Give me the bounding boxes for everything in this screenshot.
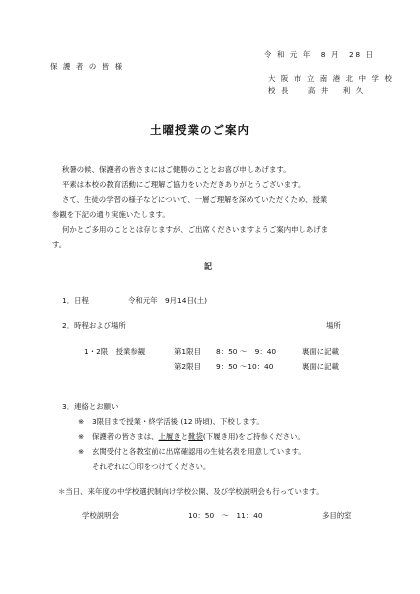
note-3: 玄関受付と各教室前に出席確認用の生徒名表を用意しています。 — [92, 447, 306, 456]
note-2 — [92, 432, 305, 442]
greeting-line-2: 平素は本校の教育活動にご理解ご協力をいただきありがとうございます。 — [62, 180, 306, 189]
note-2-mid: と — [180, 432, 189, 441]
note-mark: ※ — [78, 417, 85, 426]
notes-label: 3．連絡とお願い — [62, 402, 119, 411]
period-2-name: 第2限目 — [174, 362, 201, 371]
note-2-post: (下履き用)をご持参ください。 — [202, 432, 305, 441]
greeting-line-3: さて、生徒の学習の様子などについて、一層ご理解を深めていただくため、授業 — [62, 195, 328, 204]
timetable-label: 2．時程および場所 — [62, 321, 126, 330]
event-place: 多目的室 — [322, 511, 352, 520]
greeting-line-5: 何かとご多用のこととは存じますが、ご出席くださいますようご案内申しあげま — [62, 225, 329, 234]
schedule-date: 令和元年 9月14日(土) — [128, 296, 207, 305]
period-1-place: 裏面に記載 — [302, 347, 339, 356]
note-1: 3限目まで授業・終学活後 (12 時頃)、下校します。 — [92, 417, 264, 426]
period-label: 1・2限 授業参観 — [84, 347, 146, 356]
note-3-cont: それぞれに〇印をつけてください。 — [92, 462, 211, 471]
addressee: 保 護 者 の 皆 様 — [50, 62, 124, 71]
event-name: 学校説明会 — [82, 511, 119, 520]
note-2-pre: 保護者の皆さまは、 — [92, 432, 159, 441]
principal-name: 校 長 高 井 利 久 — [268, 86, 365, 95]
greeting-line-6: す。 — [52, 240, 67, 249]
note-mark: ※ — [78, 432, 85, 441]
period-1-name: 第1限目 — [174, 347, 201, 356]
document-title: 土曜授業のご案内 — [150, 123, 250, 137]
greeting-line-4: 参観を下記の通り実施いたします。 — [52, 210, 170, 219]
event-time: 10：50 ～ 11：40 — [188, 511, 263, 520]
note-mark: ※ — [78, 447, 85, 456]
note-2-indoor-shoes: 上履き — [158, 432, 181, 441]
period-1-time: 8：50 ～ 9：40 — [216, 347, 277, 356]
note-2-shoe-bag: 靴袋 — [188, 432, 203, 441]
footer-note: ＊当日、来年度の中学校選択制向け学校公開、及び学校説明会も行っています。 — [58, 487, 324, 496]
period-2-time: 9：50 ～10：40 — [216, 362, 274, 371]
place-header: 場所 — [326, 321, 341, 330]
greeting-line-1: 秋暑の候、保護者の皆さまにはご健勝のこととお喜び申しあげます。 — [62, 165, 291, 174]
school-name: 大 阪 市 立 南 港 北 中 学 校 — [268, 74, 394, 83]
period-2-place: 裏面に記載 — [302, 362, 339, 371]
schedule-label: 1．日程 — [62, 296, 89, 305]
ki-heading: 記 — [204, 262, 212, 271]
date: 令 和 元 年 8 月 28 日 — [264, 50, 375, 59]
